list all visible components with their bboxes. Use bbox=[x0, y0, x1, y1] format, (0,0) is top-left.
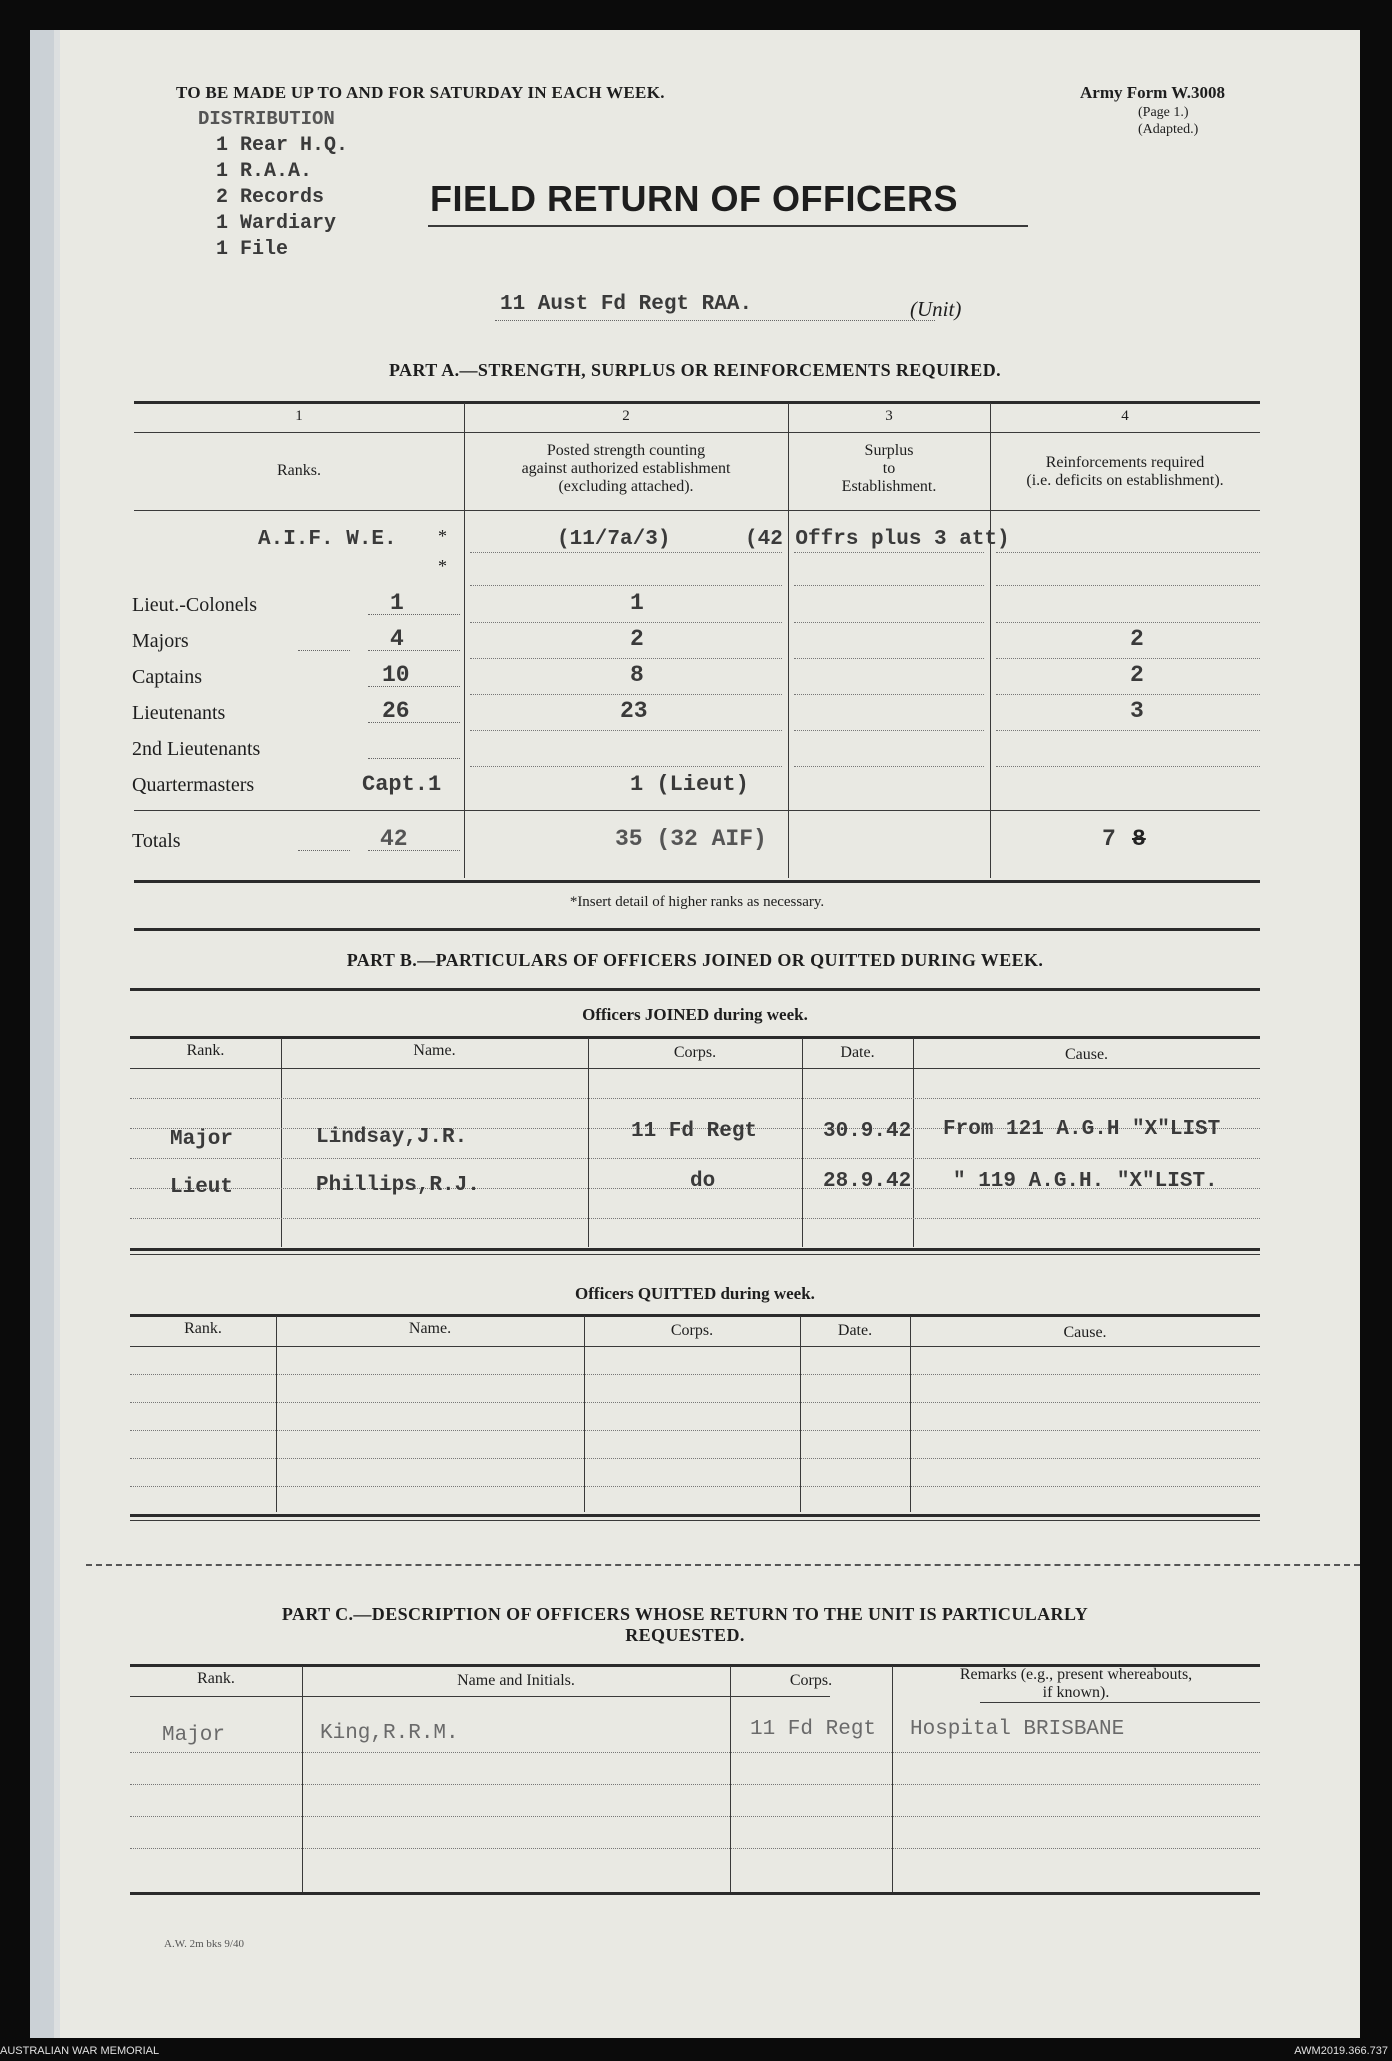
unit-value: 11 Aust Fd Regt RAA. bbox=[500, 293, 753, 316]
form-adapted: (Adapted.) bbox=[1138, 122, 1199, 137]
rank-label: 2nd Lieutenants bbox=[132, 738, 261, 760]
dotted-leader bbox=[368, 650, 460, 651]
col-divider bbox=[802, 1038, 803, 1247]
rule bbox=[130, 1314, 1260, 1317]
col-header-ranks: Ranks. bbox=[277, 462, 321, 479]
reinforcements-value: 3 bbox=[1130, 698, 1144, 724]
part-c-title-line: PART C.—DESCRIPTION OF OFFICERS WHOSE RETURN TO THE UNIT IS PARTICULARLY bbox=[281, 1604, 1089, 1624]
dotted-row-line bbox=[794, 622, 984, 623]
posted-value: 2 bbox=[630, 626, 644, 652]
col-header-line: Establishment. bbox=[841, 478, 937, 495]
joined-cause: From 121 A.G.H "X"LIST bbox=[943, 1118, 1221, 1141]
joined-name: Lindsay,J.R. bbox=[316, 1126, 468, 1149]
col-header-date: Date. bbox=[837, 1322, 873, 1339]
col-header-line: to bbox=[882, 460, 896, 477]
col-header-rank: Rank. bbox=[186, 1042, 225, 1059]
dotted-row-line bbox=[470, 766, 782, 767]
rule bbox=[130, 988, 1260, 991]
col-header-cause: Cause. bbox=[1064, 1046, 1109, 1063]
reinforcements-value: 2 bbox=[1130, 662, 1144, 688]
rule bbox=[130, 1514, 1260, 1517]
col-header-rank: Rank. bbox=[184, 1320, 222, 1337]
col-header-corps: Corps. bbox=[789, 1672, 833, 1689]
dotted-row-line bbox=[794, 730, 984, 731]
rule bbox=[130, 1248, 1260, 1251]
form-page-number: (Page 1.) bbox=[1138, 105, 1189, 120]
dotted-row-line bbox=[996, 766, 1260, 767]
part-c-remarks: Hospital BRISBANE bbox=[910, 1718, 1125, 1741]
rule bbox=[134, 510, 1260, 511]
page-edge-shadow bbox=[54, 30, 60, 2038]
dotted-leader bbox=[368, 614, 460, 615]
dotted-row-line bbox=[996, 730, 1260, 731]
rank-label: Captains bbox=[132, 666, 202, 688]
distribution-line: 1 Wardiary bbox=[216, 212, 337, 235]
dotted-row-line bbox=[130, 1848, 1260, 1849]
dotted-row-line bbox=[130, 1402, 1260, 1403]
dotted-row-line bbox=[130, 1752, 1260, 1753]
reinforcements-value: 2 bbox=[1130, 626, 1144, 652]
rule bbox=[134, 928, 1260, 931]
part-a-title: PART A.—STRENGTH, SURPLUS OR REINFORCEMENTS REQUIRED. bbox=[389, 360, 1001, 380]
distribution-line: 1 R.A.A. bbox=[216, 160, 313, 183]
dotted-row-line bbox=[130, 1486, 1260, 1487]
dotted-row-line bbox=[130, 1430, 1260, 1431]
totals-reinforcements: 7 bbox=[1102, 826, 1116, 852]
dotted-row-line bbox=[130, 1374, 1260, 1375]
rule bbox=[130, 1892, 1260, 1895]
unit-dotted-line bbox=[495, 320, 935, 321]
establishment-value: 4 bbox=[390, 626, 404, 652]
dotted-row-line bbox=[130, 1458, 1260, 1459]
col-number: 3 bbox=[885, 408, 893, 424]
joined-name: Phillips,R.J. bbox=[316, 1174, 480, 1197]
distribution-line: 1 Rear H.Q. bbox=[216, 134, 349, 157]
col-header-line: Remarks (e.g., present whereabouts, bbox=[959, 1666, 1193, 1683]
joined-corps: do bbox=[690, 1170, 716, 1193]
dotted-row-line bbox=[794, 658, 984, 659]
distribution-line: 1 File bbox=[216, 238, 289, 261]
dotted-row-line bbox=[996, 585, 1260, 586]
aif-we-note: (42 Offrs plus 3 att) bbox=[745, 528, 1010, 551]
rule bbox=[130, 1036, 1260, 1039]
establishment-value: Capt.1 bbox=[362, 772, 442, 797]
establishment-value: 1 bbox=[390, 590, 404, 616]
rank-label: Lieut.-Colonels bbox=[132, 594, 257, 616]
distribution-line: 2 Records bbox=[216, 186, 325, 209]
footer-institution: AUSTRALIAN WAR MEMORIAL bbox=[0, 2045, 160, 2057]
rule bbox=[980, 1702, 1260, 1703]
posted-value: 1 bbox=[630, 590, 644, 616]
dotted-leader bbox=[298, 850, 350, 851]
rule bbox=[130, 1696, 830, 1697]
rule bbox=[130, 1346, 1260, 1347]
col-header-line: Posted strength counting bbox=[546, 442, 706, 459]
dotted-row-line bbox=[470, 552, 782, 553]
joined-rank: Major bbox=[170, 1128, 234, 1151]
col-number: 4 bbox=[1121, 408, 1129, 424]
part-b-title: PART B.—PARTICULARS OF OFFICERS JOINED OR QUITTED DURING WEEK. bbox=[346, 950, 1044, 970]
dotted-leader bbox=[368, 758, 460, 759]
dotted-row-line bbox=[130, 1158, 1260, 1159]
dotted-row-line bbox=[794, 552, 984, 553]
dotted-row-line bbox=[470, 730, 782, 731]
dotted-row-line bbox=[794, 766, 984, 767]
part-c-title bbox=[110, 1604, 1260, 1646]
joined-title: Officers JOINED during week. bbox=[582, 1005, 808, 1024]
dotted-row-line bbox=[130, 1218, 1260, 1219]
rule bbox=[130, 1520, 1260, 1521]
dotted-row-line bbox=[996, 622, 1260, 623]
aif-we-posted: (11/7a/3) bbox=[557, 528, 671, 551]
col-header-cause: Cause. bbox=[1063, 1324, 1107, 1341]
page-edge-shadow bbox=[30, 30, 54, 2038]
quitted-title: Officers QUITTED during week. bbox=[575, 1284, 815, 1303]
col-header-surplus bbox=[788, 442, 990, 496]
dotted-row-line bbox=[130, 1098, 1260, 1099]
dotted-row-line bbox=[130, 1816, 1260, 1817]
tear-line bbox=[86, 1564, 1360, 1566]
page-title: FIELD RETURN OF OFFICERS bbox=[430, 178, 958, 219]
rule bbox=[134, 880, 1260, 883]
part-c-title-line: REQUESTED. bbox=[625, 1625, 745, 1645]
totals-label: Totals bbox=[132, 830, 181, 852]
col-number: 1 bbox=[295, 408, 303, 424]
rule bbox=[134, 432, 1260, 433]
col-header-line: if known). bbox=[1042, 1684, 1110, 1701]
col-header-date: Date. bbox=[840, 1044, 875, 1061]
posted-value: 23 bbox=[620, 698, 648, 724]
dotted-row-line bbox=[996, 694, 1260, 695]
joined-date: 28.9.42 bbox=[823, 1170, 912, 1193]
form-instruction: TO BE MADE UP TO AND FOR SATURDAY IN EACH WEEK. bbox=[176, 83, 665, 102]
rule bbox=[130, 1254, 1260, 1255]
asterisk: * bbox=[438, 526, 447, 546]
print-code: A.W. 2m bks 9/40 bbox=[164, 1938, 244, 1950]
dotted-row-line bbox=[996, 552, 1260, 553]
col-header-remarks bbox=[892, 1666, 1260, 1702]
part-c-rank: Major bbox=[162, 1724, 226, 1747]
col-header-rank: Rank. bbox=[197, 1670, 235, 1687]
col-header-line: (i.e. deficits on establishment). bbox=[1026, 472, 1224, 489]
col-header-line: Surplus bbox=[864, 442, 914, 459]
dotted-row-line bbox=[996, 658, 1260, 659]
col-divider bbox=[302, 1666, 303, 1892]
establishment-value: 26 bbox=[382, 698, 410, 724]
dotted-row-line bbox=[470, 694, 782, 695]
col-header-name: Name. bbox=[408, 1320, 452, 1337]
col-header-corps: Corps. bbox=[673, 1044, 717, 1061]
totals-posted: 35 (32 AIF) bbox=[615, 826, 767, 852]
totals-reinforcements-struck: 8 bbox=[1132, 826, 1146, 852]
col-divider bbox=[281, 1038, 282, 1247]
col-header-reinforcements bbox=[990, 454, 1260, 490]
dotted-row-line bbox=[470, 622, 782, 623]
unit-label: (Unit) bbox=[910, 297, 962, 321]
col-divider bbox=[913, 1038, 914, 1247]
col-header-name: Name. bbox=[413, 1042, 456, 1059]
part-c-name: King,R.R.M. bbox=[320, 1722, 459, 1745]
asterisk: * bbox=[438, 556, 447, 576]
establishment-value: 10 bbox=[382, 662, 410, 688]
dotted-row-line bbox=[470, 585, 782, 586]
col-divider bbox=[730, 1666, 731, 1892]
rule bbox=[134, 810, 1260, 811]
dotted-row-line bbox=[130, 1784, 1260, 1785]
col-header-line: against authorized establishment bbox=[521, 460, 731, 477]
dotted-leader bbox=[298, 650, 350, 651]
dotted-row-line bbox=[794, 585, 984, 586]
form-page bbox=[30, 30, 1360, 2038]
rank-label: Lieutenants bbox=[132, 702, 226, 724]
posted-value: 1 (Lieut) bbox=[630, 772, 749, 797]
col-header-corps: Corps. bbox=[670, 1322, 714, 1339]
joined-corps: 11 Fd Regt bbox=[631, 1120, 758, 1143]
rule bbox=[130, 1068, 1260, 1069]
col-header-line: Reinforcements required bbox=[1045, 454, 1205, 471]
footer-accession-number: AWM2019.366.737 bbox=[1294, 2045, 1388, 2057]
dotted-row-line bbox=[794, 694, 984, 695]
col-header-posted bbox=[464, 442, 788, 496]
form-number: Army Form W.3008 bbox=[1080, 83, 1225, 102]
col-header-name: Name and Initials. bbox=[457, 1672, 575, 1689]
part-c-corps: 11 Fd Regt bbox=[750, 1718, 877, 1741]
joined-cause: " 119 A.G.H. "X"LIST. bbox=[953, 1170, 1218, 1193]
totals-establishment: 42 bbox=[380, 826, 408, 852]
dotted-row-line bbox=[470, 658, 782, 659]
col-header-line: (excluding attached). bbox=[558, 478, 694, 495]
distribution-title: DISTRIBUTION bbox=[198, 108, 335, 130]
rank-label: Majors bbox=[132, 630, 189, 652]
title-underline bbox=[428, 225, 1028, 227]
col-divider bbox=[588, 1038, 589, 1247]
joined-rank: Lieut bbox=[170, 1176, 234, 1199]
col-number: 2 bbox=[622, 408, 630, 424]
part-a-footnote: *Insert detail of higher ranks as necessary. bbox=[569, 894, 825, 910]
aif-we-label: A.I.F. W.E. bbox=[258, 528, 397, 551]
posted-value: 8 bbox=[630, 662, 644, 688]
rank-label: Quartermasters bbox=[132, 774, 255, 796]
rule bbox=[134, 401, 1260, 404]
joined-date: 30.9.42 bbox=[823, 1120, 912, 1143]
